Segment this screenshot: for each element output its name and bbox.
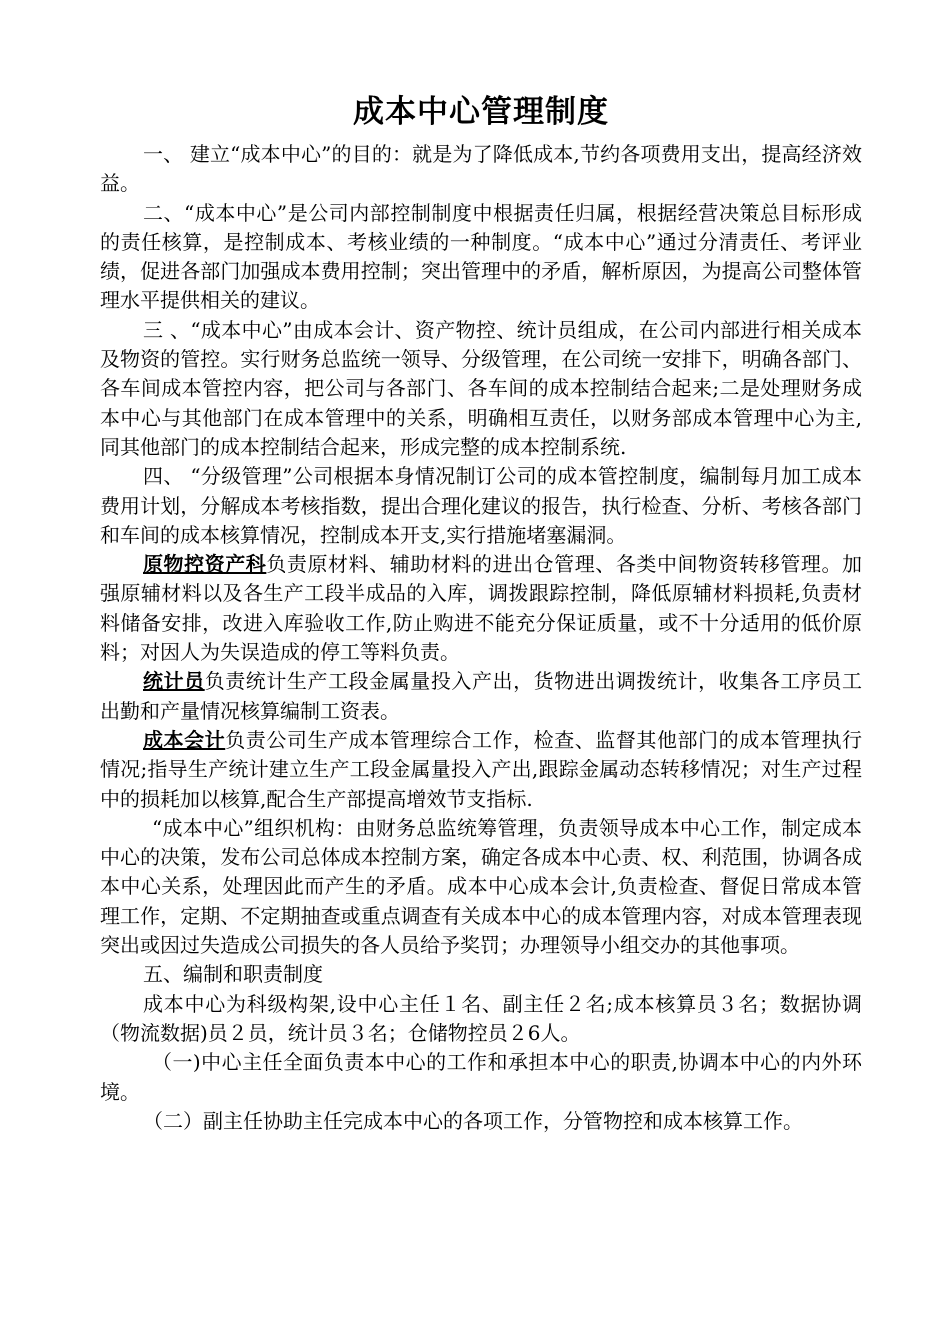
paragraph-organization <box>100 814 862 960</box>
paragraph-materials-dept <box>100 550 862 667</box>
paragraph-2 <box>100 199 862 316</box>
paragraph-deputy-duty <box>100 1107 862 1136</box>
paragraph-text: 三 、“成本中心”由成本会计、资产物控、统计员组成，在公司内部进行相关成本及物资的管控。实行财务总监统一领导、分级管理，在公司统一安排下，明确各部门、各车间成本管控内容，把公司与各部门、各车间的成本控制结合起来;二是处理财务成本中心与其他部门在成本管理中的关系，明确相互责任，以财务部成本管理中心为主,同其他部门的成本控制结合起来，形成完整的成本控制系统. <box>100 317 862 459</box>
paragraph-1 <box>100 140 862 199</box>
paragraph-text: 四、 “分级管理”公司根据本身情况制订公司的成本管控制度，编制每月加工成本费用计划，分解成本考核指数，提出合理化建议的报告，执行检查、分析、考核各部门和车间的成本核算情况，控制成本开支,实行措施堵塞漏洞。 <box>100 464 862 547</box>
paragraph-lead-term: 原物控资产科 <box>143 552 267 577</box>
paragraph-4 <box>100 462 862 550</box>
paragraph-staffing <box>100 990 862 1049</box>
document-title: 成本中心管理制度 <box>353 94 609 130</box>
paragraph-text: 成本中心为科级构架,设中心主任１名、副主任２名;成本核算员３名；数据协调（物流数据)员２员，统计员３名；仓储物控员２6人。 <box>100 991 862 1045</box>
paragraph-text: 负责统计生产工段金属量投入产出，货物进出调拨统计，收集各工序员工出勤和产量情况核算编制工资表。 <box>100 669 863 723</box>
paragraph-director-duty <box>100 1048 862 1107</box>
paragraph-text: （一)中心主任全面负责本中心的工作和承担本中心的职责,协调本中心的内外环境。 <box>100 1050 862 1104</box>
paragraph-cost-accountant <box>100 726 862 814</box>
paragraph-lead-term: 成本会计 <box>143 727 226 752</box>
paragraph-text: 五、编制和职责制度 <box>143 962 323 987</box>
paragraph-text: （二）副主任协助主任完成本中心的各项工作，分管物控和成本核算工作。 <box>143 1108 803 1133</box>
paragraph-text: 一、 建立“成本中心”的目的：就是为了降低成本,节约各项费用支出，提高经济效益。 <box>100 142 862 196</box>
paragraph-text: 负责原材料、辅助材料的进出仓管理、各类中间物资转移管理。加强原辅材料以及各生产工段半成品的入库，调拨跟踪控制，降低原辅材料损耗,负责材料储备安排，改进入库验收工作,防止购进不能充分保证质量，或不十分适用的低价原料；对因人为失误造成的停工等料负责。 <box>100 552 863 665</box>
paragraph-section-5-heading <box>100 960 862 989</box>
document-page <box>100 92 862 1136</box>
paragraph-text: 负责公司生产成本管理综合工作，检查、监督其他部门的成本管理执行情况;指导生产统计建立生产工段金属量投入产出,跟踪金属动态转移情况；对生产过程中的损耗加以核算,配合生产部提高增效节支指标. <box>100 727 863 811</box>
paragraph-3 <box>100 316 862 462</box>
paragraph-text: 二、“成本中心”是公司内部控制制度中根据责任归属，根据经营决策总目标形成的责任核算，是控制成本、考核业绩的一种制度。“成本中心”通过分清责任、考评业绩，促进各部门加强成本费用控制；突出管理中的矛盾，解析原因，为提高公司整体管理水平提供相关的建议。 <box>100 200 862 313</box>
paragraph-text: “成本中心”组织机构：由财务总监统筹管理，负责领导成本中心工作，制定成本中心的决策，发布公司总体成本控制方案，确定各成本中心责、权、利范围，协调各成本中心关系，处理因此而产生的矛盾。成本中心成本会计,负责检查、督促日常成本管理工作，定期、不定期抽查或重点调查有关成本中心的成本管理内容，对成本管理表现突出或因过失造成公司损失的各人员给予奖罚；办理领导小组交办的其他事项。 <box>100 815 862 958</box>
paragraph-statistician <box>100 667 862 726</box>
paragraph-lead-term: 统计员 <box>143 669 205 694</box>
